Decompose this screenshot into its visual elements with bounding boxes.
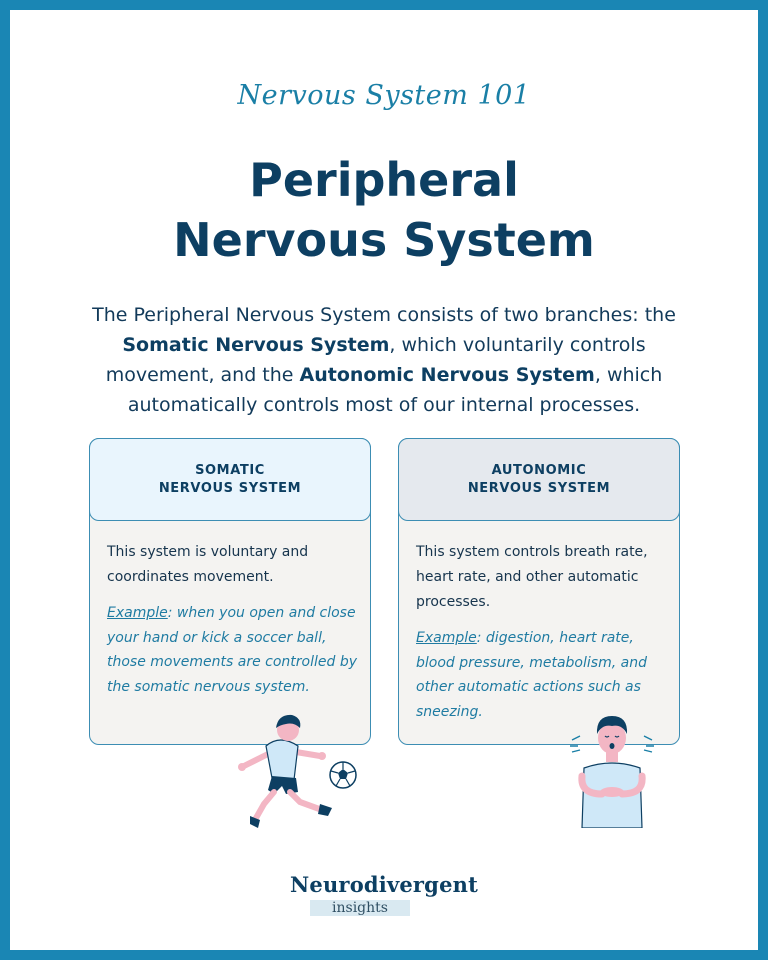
intro-somatic-term: Somatic Nervous System [122, 334, 390, 356]
page-title-line-2: Nervous System [173, 213, 595, 267]
neurodivergent-insights-logo [10, 872, 758, 916]
autonomic-example-text: : digestion, heart rate, blood pressure, metabolism, and other automatic actions such as sneezing. [416, 630, 647, 720]
intro-text-3: , which automatically controls most of our internal processes. [127, 364, 663, 416]
intro-paragraph [70, 300, 698, 420]
logo-subtitle: insights [310, 900, 410, 916]
somatic-card-body [107, 540, 357, 699]
somatic-example [107, 601, 357, 699]
intro-text-1: The Peripheral Nervous System consists of two branches: the [92, 304, 676, 326]
somatic-heading-line-1: SOMATIC [195, 462, 265, 478]
somatic-example-text: : when you open and close your hand or kick a soccer ball, those movements are controlled by the somatic nervous system. [107, 605, 357, 695]
somatic-heading-line-2: NERVOUS SYSTEM [158, 480, 302, 496]
autonomic-card-header [398, 438, 680, 521]
soccer-ball-icon [328, 760, 358, 790]
autonomic-card-body [416, 540, 666, 724]
intro-text-2: , which voluntarily controls movement, and the [105, 334, 646, 386]
somatic-example-label: Example [107, 605, 168, 621]
autonomic-heading-line-1: AUTONOMIC [491, 462, 587, 478]
intro-autonomic-term: Autonomic Nervous System [299, 364, 595, 386]
autonomic-card [398, 438, 680, 745]
somatic-card [89, 438, 371, 745]
somatic-description: This system is voluntary and coordinates movement. [107, 544, 309, 585]
autonomic-example-label: Example [416, 630, 477, 646]
breathing-person-illustration [566, 706, 658, 828]
logo-wordmark: Neurodivergent [290, 872, 478, 897]
infographic-page [10, 10, 758, 950]
page-title-line-1: Peripheral [249, 153, 519, 207]
page-title [10, 150, 758, 270]
somatic-card-header [89, 438, 371, 521]
series-label: Nervous System 101 [237, 80, 531, 111]
autonomic-heading-line-2: NERVOUS SYSTEM [467, 480, 611, 496]
autonomic-description: This system controls breath rate, heart rate, and other automatic processes. [416, 544, 648, 610]
